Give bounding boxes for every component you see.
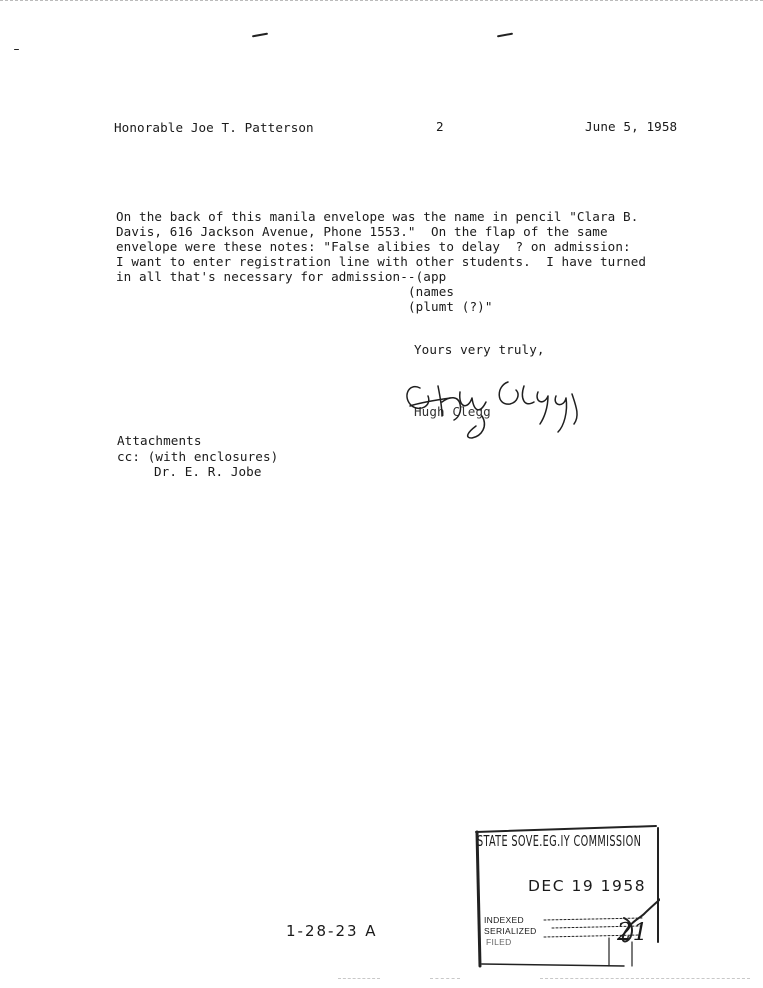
speck bbox=[14, 49, 19, 50]
page-number: 2 bbox=[436, 119, 444, 134]
stamp-row-serialized: SERIALIZED bbox=[484, 926, 537, 936]
cc-line: cc: (with enclosures) bbox=[117, 449, 279, 464]
typed-signer-name: Hugh Clegg bbox=[414, 404, 491, 419]
closing: Yours very truly, bbox=[414, 342, 545, 357]
recipient: Honorable Joe T. Patterson bbox=[114, 120, 314, 135]
body-line: On the back of this manila envelope was the name in pencil "Clara B. bbox=[116, 209, 639, 224]
body-line: in all that's necessary for admission--(app bbox=[116, 269, 447, 284]
body-line: I want to enter registration line with other students. I have turned bbox=[116, 254, 647, 269]
list-line: (plumt (?)" bbox=[408, 299, 493, 314]
cc-recipient: Dr. E. R. Jobe bbox=[154, 464, 262, 479]
body-line: Davis, 616 Jackson Avenue, Phone 1553." On the flap of the same bbox=[116, 224, 608, 239]
handwritten-signature bbox=[398, 372, 588, 442]
stamp-row-filed: FILED bbox=[486, 937, 512, 947]
letter-date: June 5, 1958 bbox=[585, 119, 678, 134]
punch-mark-right bbox=[497, 33, 513, 38]
bottom-border bbox=[338, 978, 380, 979]
file-number: 1-28-23 A bbox=[286, 922, 378, 940]
stamp-date: DEC 19 1958 bbox=[528, 877, 647, 895]
attachments-label: Attachments bbox=[117, 433, 202, 448]
body-line: envelope were these notes: "False alibies to delay ? on admission: bbox=[116, 239, 631, 254]
top-border bbox=[0, 0, 763, 1]
punch-mark-left bbox=[252, 33, 268, 38]
stamp-title: STATE SOVE.EG.IY COMMISSION bbox=[477, 832, 642, 850]
stamp-row-indexed: INDEXED bbox=[484, 915, 524, 925]
bottom-border bbox=[540, 978, 750, 979]
list-line: (names bbox=[408, 284, 455, 299]
stamp-handwritten-mark: 21 bbox=[617, 918, 649, 946]
bottom-border bbox=[430, 978, 460, 979]
